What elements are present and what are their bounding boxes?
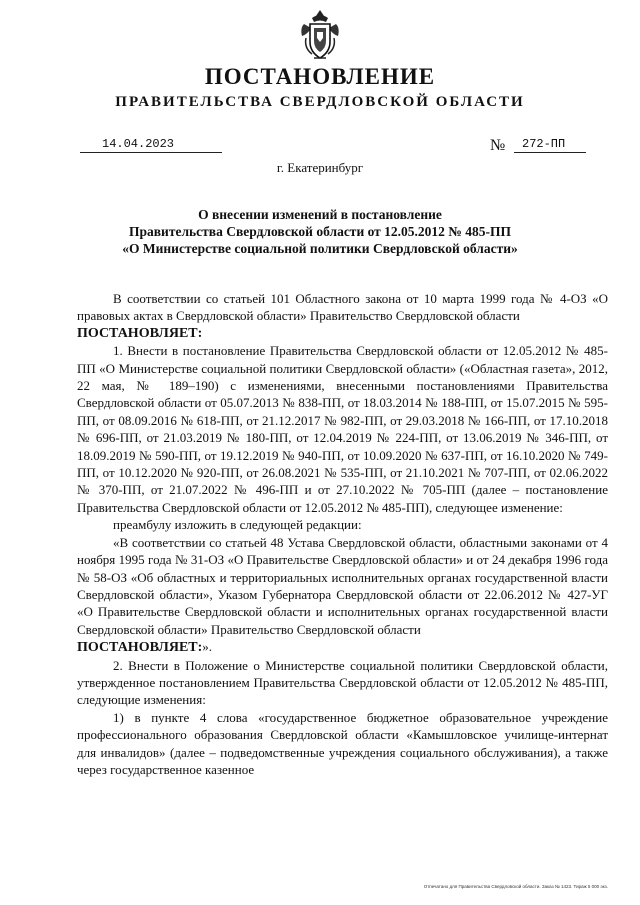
resolves-quoted: ПОСТАНОВЛЯЕТ: — [77, 640, 203, 656]
heading-line-3: «О Министерстве социальной политики Свердловской области» — [122, 241, 518, 256]
number-underline — [514, 152, 586, 153]
intro-paragraph: В соответствии со статьей 101 Областного закона от 10 марта 1999 года № 4-ОЗ «О правовых актах в Свердловской области» Правительство Свердловской области — [77, 291, 608, 324]
item-1-paragraph: 1. Внести в постановление Правительства Свердловской области от 12.05.2012 № 485-ПП «О Министерстве социальной политики Свердловской области» («Областная газета», 2012, 22 мая, № 189–190) с изменениями, внесенными постановлениями Правительства Свердловской области от 05.07.2013 № 838-ПП, от 18.03.2014 № 188-ПП, от 15.07.2015 № 595-ПП, от 08.09.2016 № 618-ПП, от 21.12.2017 № 982-ПП, от 29.03.2018 № 166-ПП, от 17.10.2018 № 696-ПП, от 21.03.2019 № 180-ПП, от 12.04.2019 № 224-ПП, от 13.06.2019 № 346-ПП, от 18.09.2019 № 590-ПП, от 19.12.2019 № 940-ПП, от 10.09.2020 № 637-ПП, от 16.10.2020 № 749-ПП, от 10.12.2020 № 920-ПП, от 26.08.2021 № 535-ПП, от 21.10.2021 № 707-ПП, от 02.06.2022 № 370-ПП, от 21.07.2022 № 496-ПП и от 27.10.2022 № 705-ПП (далее – постановление Правительства Свердловской области от 12.05.2012 № 485-ПП), следующее изменение: — [77, 343, 608, 515]
date-underline — [80, 152, 222, 153]
document-title: ПОСТАНОВЛЕНИЕ — [204, 64, 436, 89]
city: г. Екатеринбург — [276, 160, 364, 175]
document-heading — [0, 206, 640, 257]
heading-line-2: Правительства Свердловской области от 12.05.2012 № 485-ПП — [129, 224, 511, 239]
coat-of-arms-emblem — [298, 8, 342, 62]
number-sign: № — [490, 137, 506, 154]
item-2-paragraph: 2. Внести в Положение о Министерстве социальной политики Свердловской области, утвержденное постановлением Правительства Свердловской области от 12.05.2012 № 485-ПП, следующие изменения: — [77, 657, 608, 708]
resolves-quoted-tail: ». — [202, 639, 213, 655]
document-date: 14.04.2023 — [102, 137, 175, 151]
document-number: 272-ПП — [522, 137, 566, 151]
resolves-quoted-line — [77, 638, 608, 656]
resolves-heading: ПОСТАНОВЛЯЕТ: — [77, 325, 203, 341]
print-footer-note: Отпечатано для Правительства Свердловской области. Заказ № 1423. Тираж 5 000 экз. — [423, 884, 608, 889]
preamble-text: «В соответствии со статьей 48 Устава Свердловской области, областными законами от 4 ноября 1995 года № 31-ОЗ «О Правительстве Свердловской области» и от 24 декабря 1996 года № 58-ОЗ «Об областных и территориальных исполнительных органах государственной власти Свердловской области», Указом Губернатора Свердловской области от 22.06.2012 № 427-УГ «О Правительстве Свердловской области и исполнительных органах государственной власти Свердловской области» Правительство Свердловской области — [77, 534, 608, 637]
document-body — [77, 290, 608, 778]
preamble-intro: преамбулу изложить в следующей редакции: — [113, 517, 362, 533]
document-subtitle: ПРАВИТЕЛЬСТВА СВЕРДЛОВСКОЙ ОБЛАСТИ — [115, 94, 525, 110]
heading-line-1: О внесении изменений в постановление — [198, 207, 442, 222]
item-2-1-paragraph: 1) в пункте 4 слова «государственное бюджетное образовательное учреждение профессионального образования Свердловской области «Камышловское училище-интернат для инвалидов» (далее – подведомственные учреждения социального обслуживания), а также через государственное казенное — [77, 709, 608, 777]
